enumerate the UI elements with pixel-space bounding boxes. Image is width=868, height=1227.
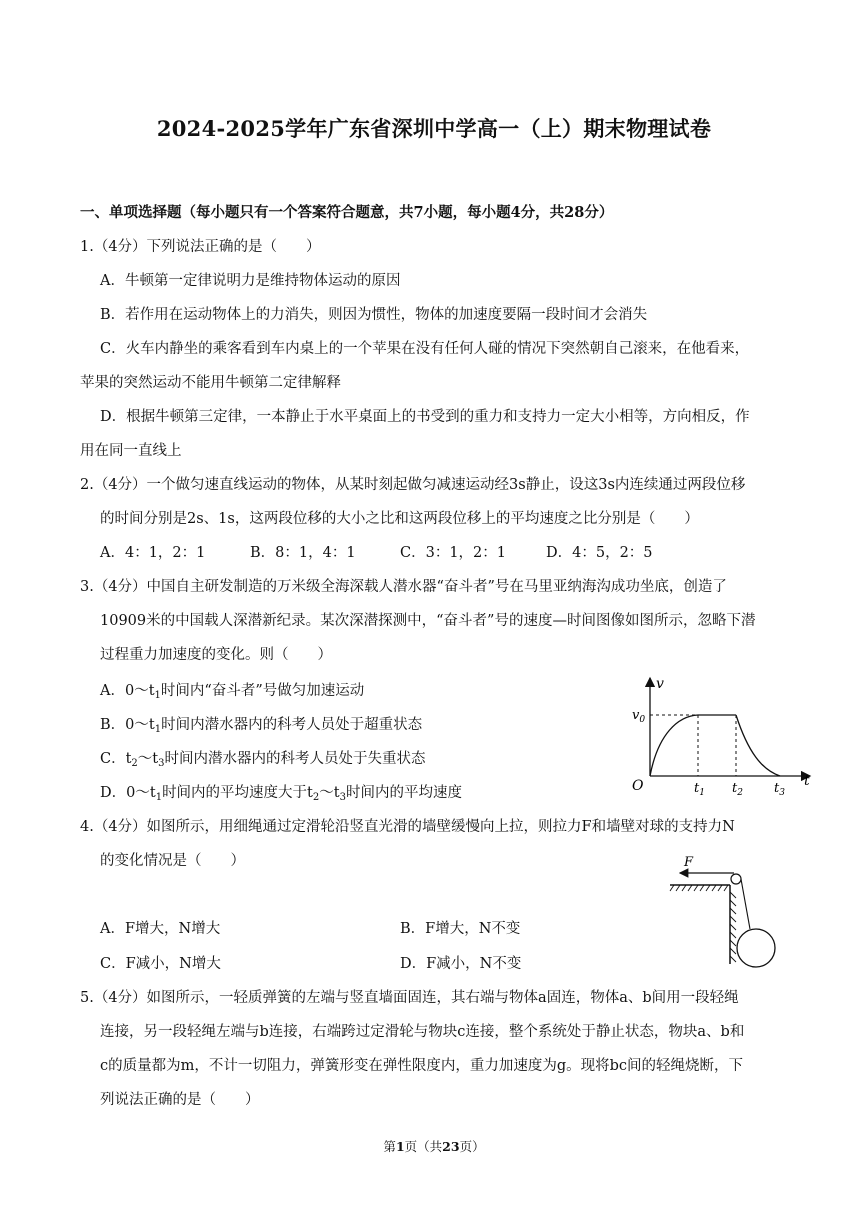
ceiling-hatch [670,885,728,891]
force-label: F [684,855,694,870]
x-axis-label: t [804,773,810,789]
rope-down [741,879,750,929]
q4-stem-cont: 的变化情况是（ ） [100,853,245,869]
decel-curve [736,715,780,776]
y-axis-label: v [656,676,664,692]
q1-option-b: B．若作用在运动物体上的力消失，则因为惯性，物体的加速度要隔一段时间才会消失 [100,307,648,323]
q2-option-a: A．4：1，2：1 [100,545,206,561]
accel-curve [650,715,698,776]
t1-label: $t_1$ [694,781,705,798]
q5-stem-cont2: c的质量都为m，不计一切阻力，弹簧形变在弹性限度内，重力加速度为g。现将bc间的轻绳烧断，下 [100,1058,744,1074]
q2-stem-cont: 的时间分别是2s、1s，这两段位移的大小之比和这两段位移上的平均速度之比分别是（ ） [100,511,699,527]
q4-option-b: B．F增大，N不变 [400,921,521,937]
q1-stem: 1.（4分）下列说法正确的是（ ） [80,239,321,255]
q2-option-b: B．8：1，4：1 [250,545,356,561]
q3-stem-cont: 10909米的中国载人深潜新纪录。某次深潜探测中，“奋斗者”号的速度—时间图像如图所示，忽略下潜 [100,613,756,629]
pulley-ball-figure [666,852,786,972]
velocity-time-graph [620,672,820,802]
q1-option-a: A．牛顿第一定律说明力是维持物体运动的原因 [100,273,401,289]
v0-label: $v_0$ [632,708,646,725]
q2-option-d: D．4：5，2：5 [546,545,653,561]
q1-option-c: C．火车内静坐的乘客看到车内桌上的一个苹果在没有任何人碰的情况下突然朝自己滚来，在他看来， [100,341,750,357]
page-footer: 第1页（共23页） [383,1139,485,1154]
q1-option-d-cont: 用在同一直线上 [80,443,182,459]
ball [737,929,775,967]
pulley [731,874,741,884]
q3-option-d: D．$0\sim t_1$时间内的平均速度大于$t_2\sim t_3$时间内的平均速度 [100,785,462,803]
q3-option-a: A．$0\sim t_1$时间内“奋斗者”号做匀加速运动 [100,683,365,701]
t2-label: $t_2$ [732,781,743,798]
q4-option-a: A．F增大，N增大 [100,921,221,937]
q1-option-c-cont: 苹果的突然运动不能用牛顿第二定律解释 [80,375,341,391]
page-title: 2024-2025学年广东省深圳中学高一（上）期末物理试卷 [156,116,712,141]
q4-option-d: D．F减小，N不变 [400,956,522,972]
wall-hatch [730,892,736,962]
q3-option-c: C．$t_2\sim t_3$时间内潜水器内的科考人员处于失重状态 [100,751,426,769]
q3-stem: 3.（4分）中国自主研发制造的万米级全海深载人潜水器“奋斗者”号在马里亚纳海沟成功坐底，创造了 [80,579,727,595]
q1-option-d: D．根据牛顿第三定律，一本静止于水平桌面上的书受到的重力和支持力一定大小相等，方向相反，作 [100,409,750,425]
section-heading: 一、单项选择题（每小题只有一个答案符合题意，共7小题，每小题4分，共28分） [80,204,614,221]
t3-label: $t_3$ [774,781,785,798]
q2-stem: 2.（4分）一个做匀速直线运动的物体，从某时刻起做匀减速运动经3s静止，设这3s内连续通过两段位移 [80,477,746,493]
q4-stem: 4.（4分）如图所示，用细绳通过定滑轮沿竖直光滑的墙壁缓慢向上拉，则拉力F和墙壁对球的支持力N [80,819,735,835]
q3-option-b: B．$0\sim t_1$时间内潜水器内的科考人员处于超重状态 [100,717,423,735]
q5-stem-cont: 连接，另一段轻绳左端与b连接，右端跨过定滑轮与物块c连接，整个系统处于静止状态，物块a、b和 [100,1024,745,1040]
q2-option-c: C．3：1，2：1 [400,545,506,561]
q5-stem-cont3: 列说法正确的是（ ） [100,1092,260,1108]
q5-stem: 5.（4分）如图所示，一轻质弹簧的左端与竖直墙面固连，其右端与物体a固连，物体a、b间用一段轻绳 [80,990,739,1006]
origin-label: O [632,778,644,794]
q3-stem-cont2: 过程重力加速度的变化。则（ ） [100,647,332,663]
q4-option-c: C．F减小，N增大 [100,956,221,972]
